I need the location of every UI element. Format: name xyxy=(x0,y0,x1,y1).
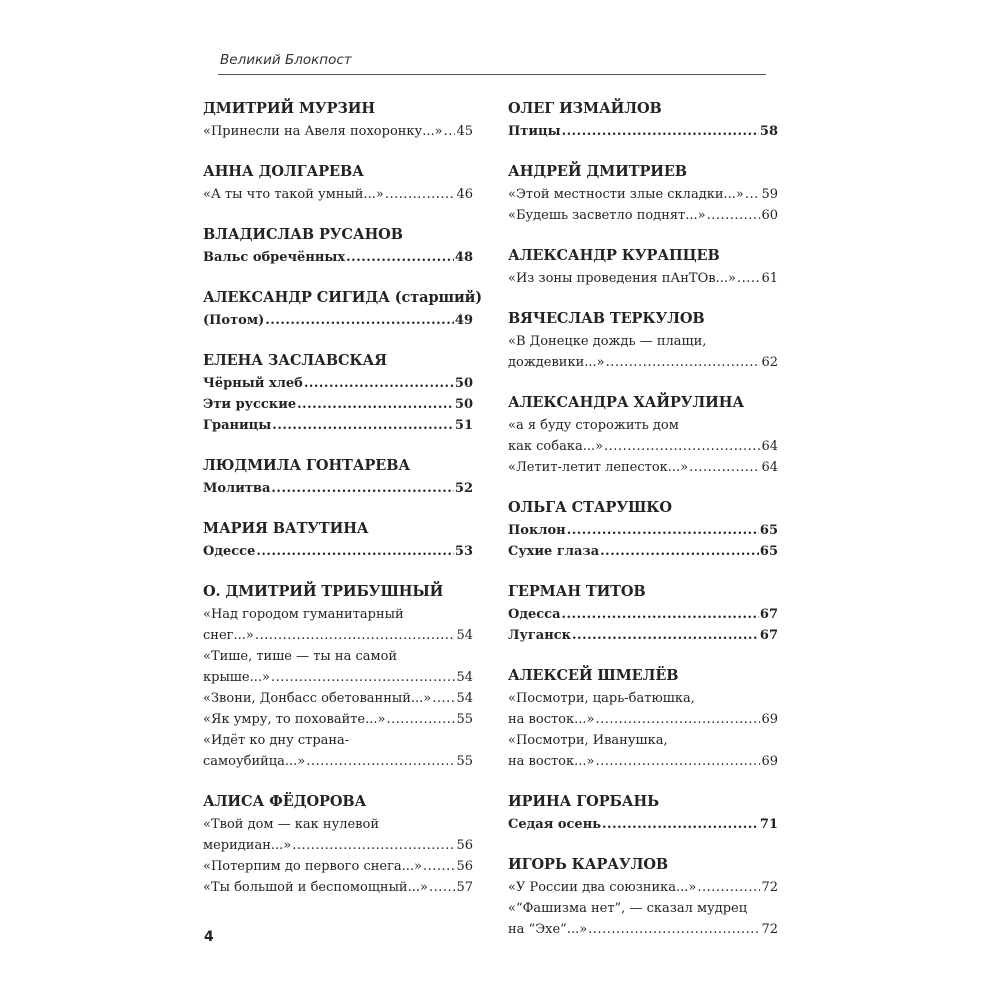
entry-page-number: 65 xyxy=(759,544,778,559)
author-heading: АННА ДОЛГАРЕВА xyxy=(203,163,364,180)
entry-title-line: Вальс обречённых xyxy=(203,250,346,265)
entry-page-number: 72 xyxy=(761,880,778,895)
entry-leader-row xyxy=(508,877,778,898)
toc-section xyxy=(508,852,778,940)
author-heading: АЛЕКСАНДР СИГИДА (старший) xyxy=(203,289,483,306)
toc-section xyxy=(508,579,778,646)
entry-leader-row xyxy=(203,688,473,709)
toc-entry[interactable] xyxy=(508,730,778,772)
dot-leader xyxy=(602,814,759,835)
entry-leader-row xyxy=(508,814,778,835)
toc-section xyxy=(203,285,483,331)
entry-page-number: 64 xyxy=(761,460,778,475)
entry-leader-row xyxy=(508,352,778,373)
entry-page-number: 52 xyxy=(454,481,473,496)
entry-page-number: 54 xyxy=(456,670,473,685)
toc-section xyxy=(203,579,473,772)
entry-page-number: 61 xyxy=(761,271,778,286)
entry-title-line: на восток...» xyxy=(508,754,595,769)
dot-leader xyxy=(572,625,759,646)
entry-page-number: 51 xyxy=(454,418,473,433)
toc-entry[interactable] xyxy=(203,646,473,688)
dot-leader xyxy=(562,121,759,142)
entry-title-line: Эти русские xyxy=(203,397,297,412)
dot-leader xyxy=(745,184,761,205)
entry-page-number: 56 xyxy=(456,838,473,853)
entry-title-line: крыше...» xyxy=(203,670,270,685)
entry-leader-row xyxy=(203,247,473,268)
entry-leader-row xyxy=(203,856,473,877)
dot-leader xyxy=(256,541,454,562)
toc-entry[interactable] xyxy=(508,877,778,898)
toc-section xyxy=(203,348,473,436)
author-heading: АЛЕКСАНДР КУРАПЦЕВ xyxy=(508,247,720,264)
entry-page-number: 46 xyxy=(456,187,473,202)
dot-leader xyxy=(304,373,454,394)
entry-leader-row xyxy=(203,877,473,898)
entry-page-number: 60 xyxy=(761,208,778,223)
entry-page-number: 58 xyxy=(759,124,778,139)
running-title: Великий Блокпост xyxy=(220,52,352,68)
toc-entry[interactable] xyxy=(203,478,473,499)
dot-leader xyxy=(600,541,759,562)
toc-entry[interactable] xyxy=(508,268,778,289)
entry-leader-row xyxy=(203,709,473,730)
toc-entry[interactable] xyxy=(203,310,473,331)
entry-page-number: 54 xyxy=(456,691,473,706)
entry-leader-row xyxy=(508,121,778,142)
toc-entry[interactable] xyxy=(203,373,473,394)
entry-title-line: Одесса xyxy=(508,607,561,622)
entry-title-line: «Звони, Донбасс обетованный...» xyxy=(203,691,432,706)
toc-entry[interactable] xyxy=(203,856,473,877)
entry-leader-row xyxy=(508,541,778,562)
author-heading: ЛЮДМИЛА ГОНТАРЕВА xyxy=(203,457,411,474)
entry-leader-row xyxy=(203,835,473,856)
entry-page-number: 55 xyxy=(456,712,473,727)
entry-title-line: «Летит-летит лепесток...» xyxy=(508,460,689,475)
dot-leader xyxy=(271,667,456,688)
entry-title-line: «Принесли на Авеля похоронку...» xyxy=(203,124,443,139)
entry-page-number: 50 xyxy=(454,397,473,412)
toc-entry[interactable] xyxy=(508,814,778,835)
entry-leader-row xyxy=(508,709,778,730)
toc-entry[interactable] xyxy=(203,604,473,646)
toc-section xyxy=(508,663,778,772)
entry-leader-row xyxy=(203,184,473,205)
dot-leader xyxy=(306,751,455,772)
entry-title-line: Чёрный хлеб xyxy=(203,376,303,391)
dot-leader xyxy=(432,688,455,709)
entry-leader-row xyxy=(508,751,778,772)
entry-page-number: 55 xyxy=(456,754,473,769)
toc-section xyxy=(508,96,778,142)
dot-leader xyxy=(595,751,760,772)
dot-leader xyxy=(595,709,760,730)
header-rule xyxy=(218,74,766,75)
entry-title-line: «Потерпим до первого снега...» xyxy=(203,859,423,874)
toc-entry[interactable] xyxy=(508,121,778,142)
entry-page-number: 48 xyxy=(454,250,473,265)
toc-section xyxy=(203,789,473,898)
entry-leader-row xyxy=(203,625,473,646)
toc-entry[interactable] xyxy=(203,541,473,562)
dot-leader xyxy=(272,415,454,436)
dot-leader xyxy=(689,457,760,478)
author-heading: ОЛЕГ ИЗМАЙЛОВ xyxy=(508,100,662,117)
entry-page-number: 67 xyxy=(759,607,778,622)
entry-leader-row xyxy=(203,478,473,499)
toc-entry[interactable] xyxy=(203,709,473,730)
dot-leader xyxy=(444,121,456,142)
toc-section xyxy=(203,516,473,562)
dot-leader xyxy=(297,394,454,415)
dot-leader xyxy=(737,268,761,289)
toc-entry[interactable] xyxy=(508,331,778,373)
author-heading: О. ДМИТРИЙ ТРИБУШНЫЙ xyxy=(203,583,444,600)
entry-page-number: 49 xyxy=(454,313,473,328)
entry-title-line: Сухие глаза xyxy=(508,544,600,559)
toc-column-right xyxy=(508,96,778,957)
toc-column-left xyxy=(203,96,483,915)
entry-page-number: 50 xyxy=(454,376,473,391)
entry-title-line: снег...» xyxy=(203,628,254,643)
entry-title-line: «Тише, тише — ты на самой xyxy=(203,649,398,664)
entry-page-number: 56 xyxy=(456,859,473,874)
page-number: 4 xyxy=(204,929,214,945)
entry-leader-row xyxy=(508,604,778,625)
dot-leader xyxy=(562,604,759,625)
entry-leader-row xyxy=(203,541,473,562)
dot-leader xyxy=(697,877,760,898)
author-heading: ВЛАДИСЛАВ РУСАНОВ xyxy=(203,226,403,243)
entry-title-line: «Идёт ко дну страна- xyxy=(203,733,350,748)
toc-entry[interactable] xyxy=(508,457,778,478)
toc-entry[interactable] xyxy=(203,877,473,898)
entry-leader-row xyxy=(203,751,473,772)
entry-page-number: 45 xyxy=(456,124,473,139)
toc-entry[interactable] xyxy=(203,415,473,436)
dot-leader xyxy=(386,709,455,730)
author-heading: АЛИСА ФЁДОРОВА xyxy=(203,793,367,810)
dot-leader xyxy=(567,520,759,541)
toc-entry[interactable] xyxy=(203,121,473,142)
entry-title-line: «Этой местности злые складки...» xyxy=(508,187,744,202)
toc-section xyxy=(508,390,778,478)
entry-leader-row xyxy=(203,394,473,415)
dot-leader xyxy=(255,625,456,646)
toc-entry[interactable] xyxy=(203,394,473,415)
dot-leader xyxy=(271,478,454,499)
dot-leader xyxy=(346,247,454,268)
toc-section xyxy=(508,495,778,562)
dot-leader xyxy=(604,436,760,457)
entry-title-line: «В Донецке дождь — плащи, xyxy=(508,334,707,349)
toc-entry[interactable] xyxy=(203,247,473,268)
entry-page-number: 54 xyxy=(456,628,473,643)
entry-title-line: Луганск xyxy=(508,628,572,643)
toc-entry[interactable] xyxy=(508,688,778,730)
toc-section xyxy=(203,222,473,268)
entry-leader-row xyxy=(508,268,778,289)
toc-entry[interactable] xyxy=(508,604,778,625)
entry-page-number: 64 xyxy=(761,439,778,454)
toc-entry[interactable] xyxy=(508,184,778,205)
entry-title-line: на восток...» xyxy=(508,712,595,727)
author-heading: ЕЛЕНА ЗАСЛАВСКАЯ xyxy=(203,352,387,369)
toc-entry[interactable] xyxy=(508,898,778,940)
toc-entry[interactable] xyxy=(508,205,778,226)
entry-title-line: «Посмотри, Иванушка, xyxy=(508,733,668,748)
entry-title-line: на “Эхе”...» xyxy=(508,922,588,937)
entry-title-line: «У России два союзника...» xyxy=(508,880,697,895)
entry-page-number: 67 xyxy=(759,628,778,643)
dot-leader xyxy=(606,352,761,373)
author-heading: МАРИЯ ВАТУТИНА xyxy=(203,520,369,537)
entry-page-number: 69 xyxy=(761,712,778,727)
toc-entry[interactable] xyxy=(203,814,473,856)
toc-entry[interactable] xyxy=(203,688,473,709)
dot-leader xyxy=(292,835,455,856)
author-heading: ОЛЬГА СТАРУШКО xyxy=(508,499,672,516)
entry-page-number: 71 xyxy=(759,817,778,832)
toc-entry[interactable] xyxy=(203,184,473,205)
toc-entry[interactable] xyxy=(508,625,778,646)
entry-title-line: Границы xyxy=(203,418,272,433)
entry-title-line: как собака...» xyxy=(508,439,604,454)
toc-entry[interactable] xyxy=(508,520,778,541)
toc-section xyxy=(203,96,473,142)
dot-leader xyxy=(707,205,761,226)
dot-leader xyxy=(423,856,455,877)
author-heading: ИРИНА ГОРБАНЬ xyxy=(508,793,659,810)
entry-leader-row xyxy=(203,667,473,688)
entry-title-line: меридиан...» xyxy=(203,838,292,853)
entry-title-line: «Из зоны проведения пАнТОв...» xyxy=(508,271,736,286)
entry-title-line: «“Фашизма нет”, — сказал мудрец xyxy=(508,901,748,916)
entry-title-line: «Посмотри, царь-батюшка, xyxy=(508,691,695,706)
dot-leader xyxy=(588,919,760,940)
entry-leader-row xyxy=(508,520,778,541)
entry-leader-row xyxy=(508,457,778,478)
toc-section xyxy=(508,789,778,835)
entry-title-line: «Будешь засветло поднят...» xyxy=(508,208,706,223)
dot-leader xyxy=(265,310,454,331)
toc-section xyxy=(203,159,473,205)
entry-leader-row xyxy=(203,310,473,331)
entry-leader-row xyxy=(508,436,778,457)
entry-title-line: Птицы xyxy=(508,124,561,139)
toc-section xyxy=(203,453,473,499)
toc-section xyxy=(508,306,778,373)
entry-title-line: «а я буду сторожить дом xyxy=(508,418,679,433)
entry-title-line: Поклон xyxy=(508,523,566,538)
entry-title-line: «Твой дом — как нулевой xyxy=(203,817,379,832)
author-heading: АНДРЕЙ ДМИТРИЕВ xyxy=(508,163,687,180)
toc-section xyxy=(508,159,778,226)
entry-title-line: Молитва xyxy=(203,481,271,496)
entry-title-line: (Потом) xyxy=(203,313,265,328)
toc-section xyxy=(508,243,778,289)
author-heading: ГЕРМАН ТИТОВ xyxy=(508,583,646,600)
entry-title-line: самоубийца...» xyxy=(203,754,306,769)
entry-title-line: Седая осень xyxy=(508,817,602,832)
entry-page-number: 69 xyxy=(761,754,778,769)
entry-leader-row xyxy=(508,919,778,940)
dot-leader xyxy=(385,184,456,205)
toc-entry[interactable] xyxy=(508,541,778,562)
entry-leader-row xyxy=(203,121,473,142)
entry-page-number: 57 xyxy=(456,880,473,895)
entry-title-line: дождевики...» xyxy=(508,355,605,370)
entry-leader-row xyxy=(508,625,778,646)
entry-leader-row xyxy=(508,205,778,226)
author-heading: АЛЕКСЕЙ ШМЕЛЁВ xyxy=(508,667,679,684)
entry-page-number: 59 xyxy=(761,187,778,202)
entry-page-number: 62 xyxy=(761,355,778,370)
author-heading: ИГОРЬ КАРАУЛОВ xyxy=(508,856,669,873)
entry-title-line: Одессе xyxy=(203,544,256,559)
author-heading: АЛЕКСАНДРА ХАЙРУЛИНА xyxy=(508,394,745,411)
entry-page-number: 53 xyxy=(454,544,473,559)
author-heading: ДМИТРИЙ МУРЗИН xyxy=(203,100,375,117)
toc-entry[interactable] xyxy=(508,415,778,457)
entry-leader-row xyxy=(508,184,778,205)
entry-page-number: 72 xyxy=(761,922,778,937)
toc-entry[interactable] xyxy=(203,730,473,772)
entry-title-line: «Ты большой и беспомощный...» xyxy=(203,880,428,895)
entry-title-line: «Як умру, то поховайте...» xyxy=(203,712,386,727)
entry-leader-row xyxy=(203,415,473,436)
entry-title-line: «А ты что такой умный...» xyxy=(203,187,384,202)
entry-page-number: 65 xyxy=(759,523,778,538)
entry-leader-row xyxy=(203,373,473,394)
dot-leader xyxy=(429,877,456,898)
author-heading: ВЯЧЕСЛАВ ТЕРКУЛОВ xyxy=(508,310,705,327)
entry-title-line: «Над городом гуманитарный xyxy=(203,607,404,622)
